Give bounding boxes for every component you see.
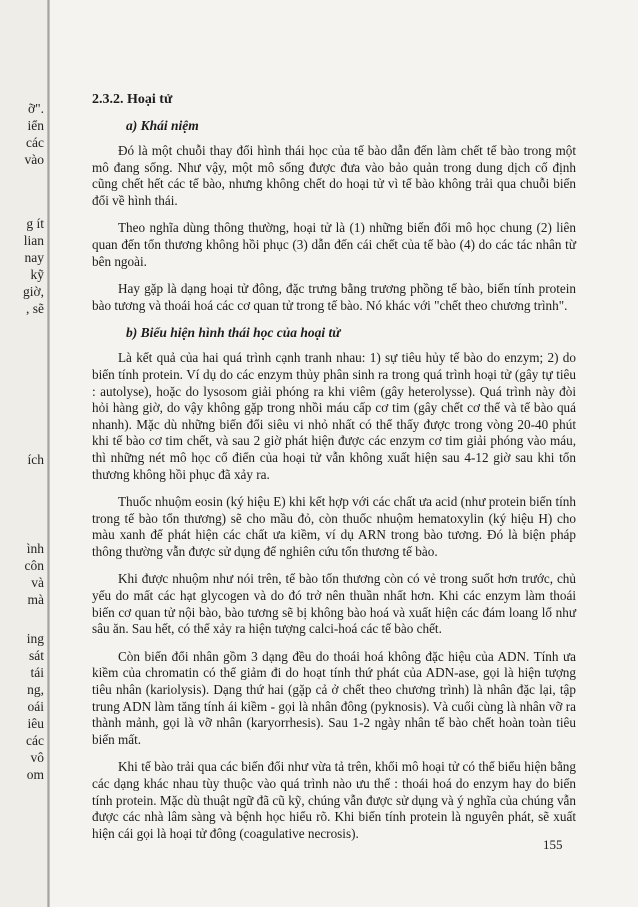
facing-page-fragment: nay — [24, 250, 44, 265]
page-number: 155 — [543, 837, 563, 852]
facing-page-fragment: mà — [27, 592, 44, 607]
facing-page-fragment: ing — [26, 631, 44, 646]
paragraph-b2: Thuốc nhuộm eosin (ký hiệu E) khi kết hợp với các chất ưa acid (như protein biến tính trong tế bào tổn thương) sẽ cho mầu đỏ, còn thuốc nhuộm hematoxylin (ký hiệu H) cho màu xanh để phát hiện các chất ưa kiềm, ví dụ ARN trong bào tương. Đó là biện pháp thông thường vẫn được sử dụng để nghiên cứu tổn thương tế bào. — [92, 494, 576, 559]
facing-page-fragment: sát — [29, 648, 44, 663]
facing-page-fragment: iển — [27, 118, 44, 133]
paragraph-b1: Là kết quả của hai quá trình cạnh tranh nhau: 1) sự tiêu hủy tế bào do enzym; 2) do biến tính protein. Ví dụ do các enzym thủy phân sinh ra trong quá trình hoại tử (gây tự tiêu : autolyse), hoặc do lysosom giải phóng ra khi viêm (gây heterolysse). Quá trình này đòi hỏi hàng giờ, do vậy không gặp trong nhồi máu cấp cơ tim (gây chết cơ thể và tế bào quá nhanh). Mặc dù những biến đổi siêu vi nhỏ nhất có thể thấy được trong vòng 20-40 phút khi tế bào cơ tim chết, và sau 2 giờ phát hiện được các enzym cơ tim giải phóng vào máu, thì những nét mô học cổ điển của hoại tử vẫn không xuất hiện sau 4-12 giờ sau khi tổn thương không hồi phục đã xảy ra. — [92, 350, 576, 482]
facing-page-fragment: ỡ". — [27, 101, 44, 116]
page-body — [92, 92, 576, 853]
facing-page-fragment: tái — [30, 665, 44, 680]
facing-page-fragment: các — [26, 733, 44, 748]
facing-page-fragment: iêu — [27, 716, 44, 731]
facing-page-fragment: vô — [30, 750, 44, 765]
paragraph-b4: Còn biến đổi nhân gồm 3 dạng đều do thoái hoá không đặc hiệu của ADN. Tính ưa kiềm của chromatin có thể giảm đi do hoạt tính thứ phát của ADN-ase, gọi là hiện tượng tiêu nhân (kariolysis). Dạng thứ hai (gặp cả ở chết theo chương trình) là nhân đặc lại, tập trung ADN làm tăng tính ái kiềm - gọi là nhân đông (pyknosis). Và cuối cùng là nhân vỡ ra thành mảnh, gọi là vỡ nhân (karyorrhesis). Sau 1-2 ngày nhân tế bào chết hoàn toàn tiêu biến mất. — [92, 648, 576, 747]
facing-page-fragment: ích — [27, 452, 44, 467]
facing-page-fragment: lian — [23, 233, 44, 248]
facing-page-fragment: oái — [27, 699, 44, 714]
section-heading: 2.3.2. Hoại tử — [92, 92, 173, 107]
facing-page-fragment: ình — [26, 541, 44, 556]
facing-page-fragment: vào — [24, 152, 44, 167]
subsection-heading-b: b) Biểu hiện hình thái học của hoại tử — [126, 325, 341, 341]
previous-page-edge — [0, 0, 48, 907]
subsection-heading-a: a) Khái niệm — [126, 118, 199, 133]
facing-page-fragment: và — [31, 575, 44, 590]
book-spine-shadow — [47, 0, 50, 907]
paragraph-b5: Khi tế bào trải qua các biến đổi như vừa tả trên, khối mô hoại tử có thể biểu hiện bằng các dạng khác nhau tùy thuộc vào quá trình nào ưu thế : thoái hoá do enzym hay do biến tính protein. Mặc dù thuật ngữ đã cũ kỹ, chúng vẫn được sử dụng và ý nghĩa của chúng vẫn được các nhà lâm sàng và bệnh học hiểu rõ. Khi biến tính protein là nguyên phát, sẽ xuất hiện cái gọi là hoại tử đông (coagulative necrosis). — [92, 759, 576, 841]
paragraph-a2: Theo nghĩa dùng thông thường, hoại tử là (1) những biến đổi mô học chung (2) liên quan đến tổn thương không hồi phục (3) dẫn đến cái chết của tế bào (4) do các tác nhân từ bên ngoài. — [92, 220, 576, 269]
facing-page-fragment: om — [26, 767, 44, 782]
paragraph-b3: Khi được nhuộm như nói trên, tế bào tổn thương còn có vẻ trong suốt hơn trước, chủ yếu do mất các hạt glycogen và do đó trở nên thuần nhất hơn. Khi các enzym làm thoái biến cơ quan tử nội bào, bào tương sẽ bị không bào hoá và xuất hiện các đám loang lổ như sâu ăn. Sau hết, có thể xảy ra hiện tượng calci-hoá các tế bào chết. — [92, 571, 576, 637]
paragraph-a3: Hay gặp là dạng hoại tử đông, đặc trưng bằng trương phồng tế bào, biến tính protein bào tương và thoái hoá các cơ quan tử trong tế bào. Nó khác với "chết theo chương trình". — [92, 281, 576, 313]
facing-page-fragment: ng, — [27, 682, 44, 697]
facing-page-fragment: kỹ — [30, 267, 44, 282]
facing-page-fragment: , sẽ — [26, 301, 44, 316]
facing-page-fragment: các — [26, 135, 44, 150]
facing-page-fragment: giờ, — [22, 284, 44, 299]
facing-page-fragment: g ít — [26, 216, 44, 231]
paragraph-a1: Đó là một chuỗi thay đổi hình thái học của tế bào dẫn đến làm chết tế bào trong một mô đang sống. Như vậy, một mô sống được đưa vào bảo quản trong dung dịch cố định cũng chết hết các tế bào, nhưng không chết do hoại tử vì tế bào không trải qua chuỗi biến đổi về hình thái. — [92, 143, 576, 208]
facing-page-fragment: côn — [24, 558, 44, 573]
